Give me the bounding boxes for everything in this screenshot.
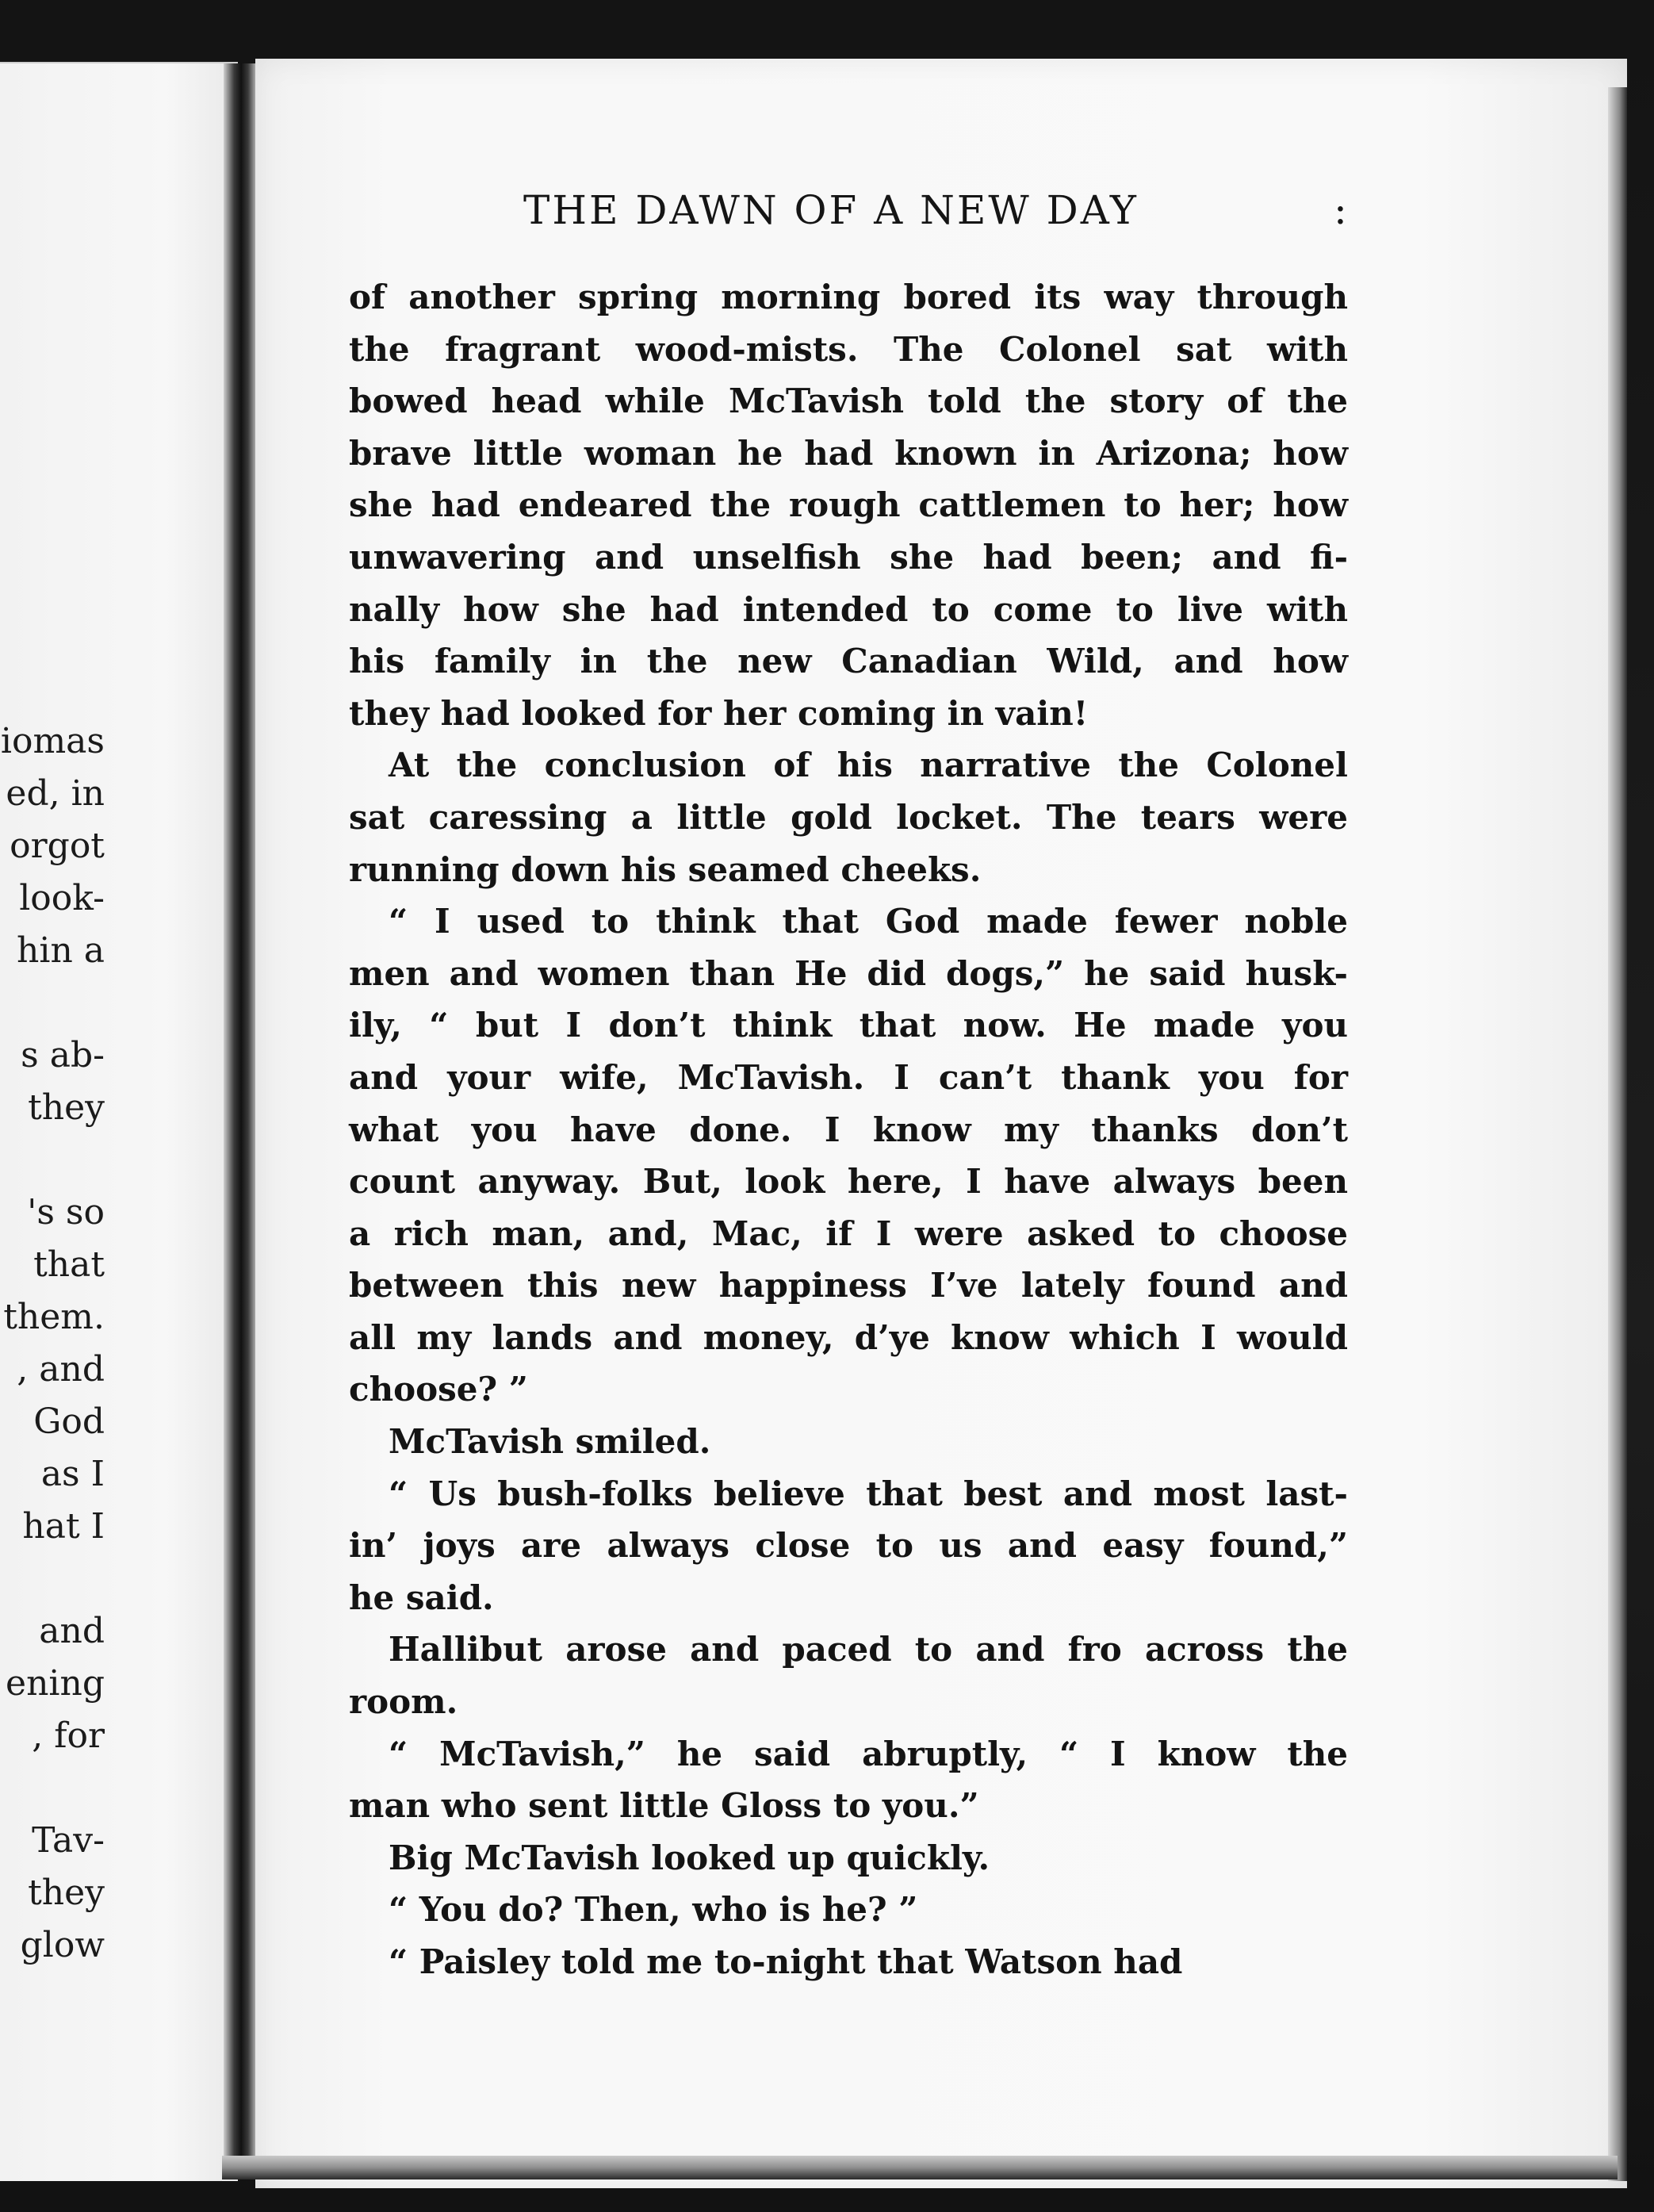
left-page-fragment xyxy=(0,1134,238,1187)
left-page-fragment: they xyxy=(28,1087,105,1128)
text-line: men and women than He did dogs,” he said husk- xyxy=(349,953,1348,993)
text-line: between this new happiness I’ve lately found and xyxy=(349,1266,1348,1305)
left-page-fragment: , and xyxy=(17,1349,105,1390)
left-page-fragment: Tav- xyxy=(32,1820,105,1861)
text-line: sat caressing a little gold locket. The tears were xyxy=(349,797,1348,837)
text-line: count anyway. But, look here, I have always been xyxy=(349,1162,1348,1202)
text-line: “ Us bush-folks believe that best and most last- xyxy=(389,1474,1348,1513)
text-line: the fragrant wood-mists. The Colonel sat with xyxy=(349,329,1348,369)
text-line: running down his seamed cheeks. xyxy=(349,849,982,889)
text-line: Hallibut arose and paced to and fro across the xyxy=(389,1630,1348,1670)
previous-page-text-fragments xyxy=(0,715,238,1972)
text-line: bowed head while McTavish told the story of the xyxy=(349,381,1348,421)
left-page-fragment: , for xyxy=(32,1716,105,1756)
text-line: they had looked for her coming in vain! xyxy=(349,693,1089,733)
text-line: “ I used to think that God made fewer noble xyxy=(389,902,1348,941)
text-line: and your wife, McTavish. I can’t thank you for xyxy=(349,1057,1348,1097)
page-edge-bottom xyxy=(222,2156,1618,2179)
text-line: room. xyxy=(349,1682,458,1722)
text-line: ily, “ but I don’t think that now. He made you xyxy=(349,1006,1348,1045)
left-page-fragment: ed, in xyxy=(6,773,105,814)
text-line: man who sent little Gloss to you.” xyxy=(349,1786,979,1826)
left-page-fragment xyxy=(0,1553,238,1605)
left-page-fragment: look- xyxy=(19,878,105,918)
left-page-fragment: God xyxy=(33,1401,105,1442)
running-head: THE DAWN OF A NEW DAY xyxy=(523,187,1139,233)
page-number: : xyxy=(1334,187,1347,233)
left-page-fragment: ening xyxy=(6,1663,105,1704)
text-line: unwavering and unselfish she had been; and fi- xyxy=(349,537,1348,577)
text-line: Big McTavish looked up quickly. xyxy=(389,1838,990,1877)
text-line: “ McTavish,” he said abruptly, “ I know the xyxy=(389,1734,1348,1773)
text-line: “ You do? Then, who is he? ” xyxy=(389,1890,918,1930)
left-page-fragment xyxy=(0,977,238,1029)
text-line: McTavish smiled. xyxy=(389,1422,711,1462)
left-page-fragment: hin a xyxy=(17,930,105,971)
left-page-fragment: and xyxy=(39,1611,105,1651)
text-line: what you have done. I know my thanks don’t xyxy=(349,1110,1348,1149)
text-line: nally how she had intended to come to live with xyxy=(349,589,1348,629)
book-gutter xyxy=(224,63,258,2173)
previous-page xyxy=(0,62,238,2181)
page-edge-right xyxy=(1608,87,1627,2181)
text-line: “ Paisley told me to-night that Watson had xyxy=(389,1942,1183,1981)
left-page-fragment: as I xyxy=(40,1454,105,1494)
text-line: choose? ” xyxy=(349,1370,528,1409)
left-page-fragment xyxy=(0,1762,238,1815)
left-page-fragment: 's so xyxy=(27,1192,105,1233)
text-line: brave little woman he had known in Arizona; how xyxy=(349,433,1348,473)
text-line: in’ joys are always close to us and easy found,” xyxy=(349,1526,1348,1566)
text-line: At the conclusion of his narrative the Colonel xyxy=(389,746,1348,785)
left-page-fragment: them. xyxy=(3,1297,105,1337)
left-page-fragment: s ab- xyxy=(21,1035,105,1075)
left-page-fragment: glow xyxy=(20,1925,105,1965)
text-line: all my lands and money, d’ye know which I would xyxy=(349,1317,1348,1357)
text-line: she had endeared the rough cattlemen to her; how xyxy=(349,485,1348,525)
text-line: of another spring morning bored its way through xyxy=(349,278,1348,316)
left-page-fragment: that xyxy=(33,1244,105,1285)
page-body-text xyxy=(349,271,1348,1988)
text-line: a rich man, and, Mac, if I were asked to choose xyxy=(349,1213,1348,1253)
text-line: he said. xyxy=(349,1578,494,1617)
text-line: his family in the new Canadian Wild, and how xyxy=(349,642,1348,681)
left-page-fragment: hat I xyxy=(22,1506,105,1547)
left-page-fragment: they xyxy=(28,1873,105,1913)
left-page-fragment: orgot xyxy=(10,826,105,866)
left-page-fragment: iomas xyxy=(0,721,105,761)
